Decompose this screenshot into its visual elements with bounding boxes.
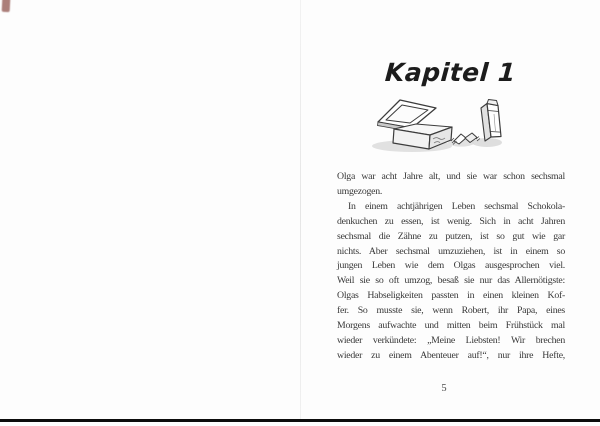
chapter-illustration-suitcase-icon: [370, 96, 504, 154]
text-line: nichts. Aber sechsmal umzuziehen, ist in einem so: [337, 245, 565, 257]
text-line: sechsmal die Zähne zu putzen, ist so gut wie gar: [337, 230, 565, 242]
text-line: denkuchen zu essen, ist wenig. Sich in acht Jahren: [337, 215, 565, 227]
text-line: wieder zu einem Abenteuer auf!“, nur ihre Hefte,: [337, 349, 565, 361]
text-line: wieder verkündete: „Meine Liebsten! Wir brechen: [337, 334, 565, 346]
text-line: Weil sie so oft umzog, besaß sie nur das Allernötigste:: [337, 275, 565, 287]
text-line: fer. So musste sie, wenn Robert, ihr Papa, eines: [337, 305, 565, 317]
body-text: [337, 170, 565, 364]
text-line: jungen Leben wie dem Olgas ausgesprochen viel.: [337, 260, 565, 272]
text-line: Olga war acht Jahre alt, und sie war schon sechsmal: [337, 171, 565, 182]
page-number: 5: [441, 383, 447, 394]
text-line: umgezogen.: [337, 185, 383, 197]
text-line: Olgas Habseligkeiten passten in einen kleinen Kof-: [337, 290, 565, 302]
chapter-heading: Kapitel 1: [384, 58, 517, 87]
text-line: In einem achtjährigen Leben sechsmal Schokola-: [348, 200, 565, 212]
text-line: Morgens aufwachte und mitten beim Frühstück mal: [337, 320, 565, 332]
scan-bottom-edge: [0, 419, 600, 422]
scan-corner-mark: [2, 0, 11, 12]
